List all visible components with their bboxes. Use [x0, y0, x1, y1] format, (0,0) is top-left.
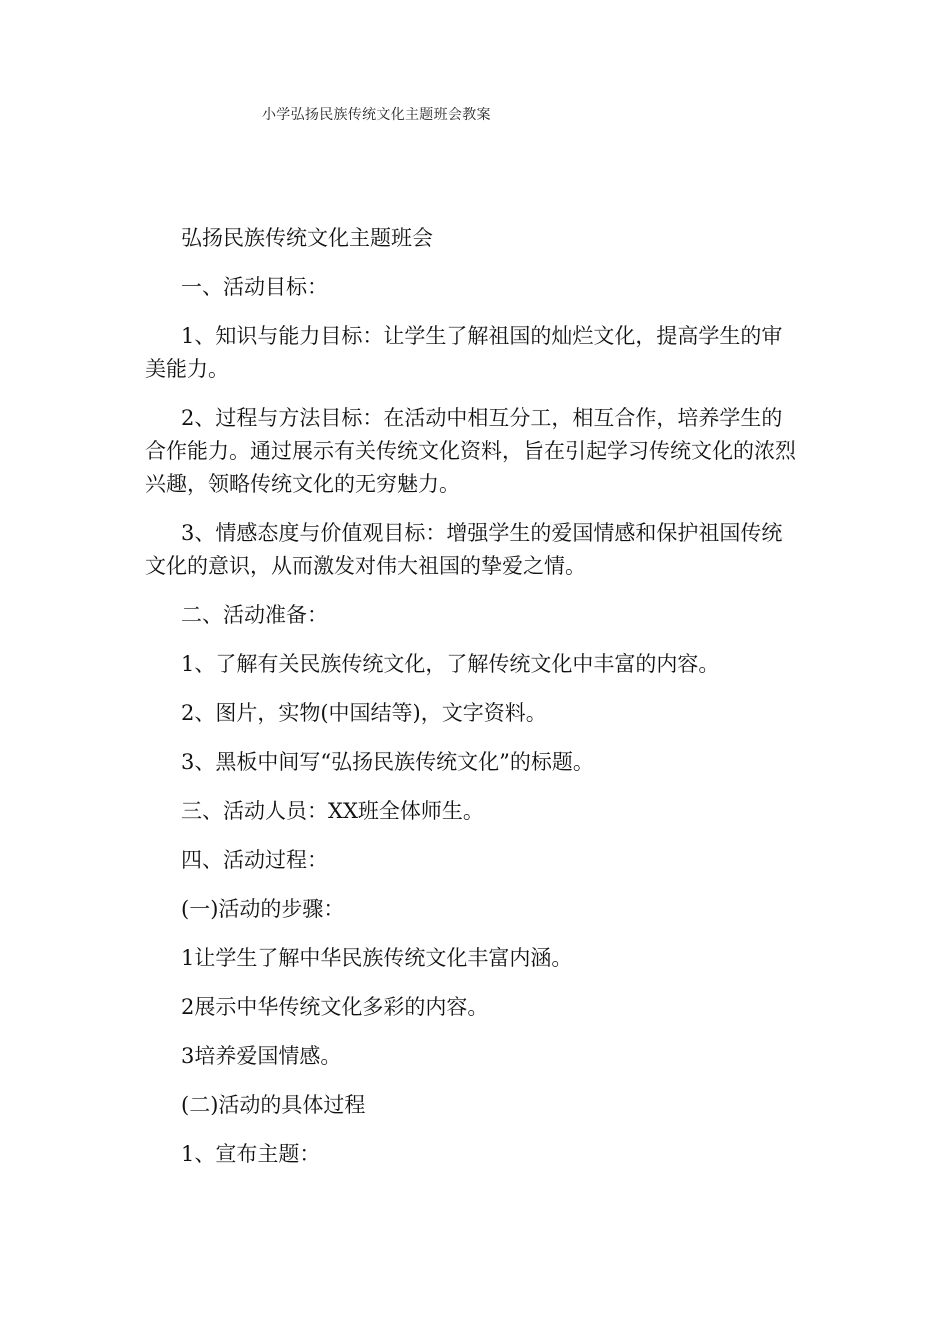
paragraph-prep-2: 2、图片，实物(中国结等)，文字资料。: [181, 701, 547, 725]
section-heading-goals: 一、活动目标：: [181, 275, 328, 299]
paragraph-goal-1: 1、知识与能力目标：让学生了解祖国的灿烂文化，提高学生的审美能力。: [145, 324, 783, 381]
paragraph-step-2: 2展示中华传统文化多彩的内容。: [181, 995, 489, 1019]
paragraph-announce-theme: 1、宣布主题：: [181, 1142, 321, 1166]
section-heading-preparation: 二、活动准备：: [181, 603, 328, 627]
section-heading-participants: 三、活动人员：XX班全体师生。: [181, 799, 484, 823]
paragraph-goal-2: 2、过程与方法目标：在活动中相互分工，相互合作，培养学生的合作能力。通过展示有关传统文化资料，旨在引起学习传统文化的浓烈兴趣，领略传统文化的无穷魅力。: [145, 406, 796, 496]
doc-title: 弘扬民族传统文化主题班会: [181, 226, 433, 250]
paragraph-prep-1: 1、了解有关民族传统文化，了解传统文化中丰富的内容。: [181, 652, 720, 676]
paragraph-step-1: 1让学生了解中华民族传统文化丰富内涵。: [181, 946, 573, 970]
page-header: 小学弘扬民族传统文化主题班会教案: [262, 107, 491, 123]
section-heading-process: 四、活动过程：: [181, 848, 328, 872]
paragraph-step-3: 3培养爱国情感。: [181, 1044, 342, 1068]
subsection-heading-steps: (一)活动的步骤：: [181, 897, 345, 921]
document-body: [145, 222, 800, 1171]
paragraph-prep-3: 3、黑板中间写“弘扬民族传统文化”的标题。: [181, 750, 594, 774]
paragraph-goal-3: 3、情感态度与价值观目标：增强学生的爱国情感和保护祖国传统文化的意识，从而激发对伟大祖国的挚爱之情。: [145, 521, 783, 578]
subsection-heading-detail: (二)活动的具体过程: [181, 1093, 366, 1117]
